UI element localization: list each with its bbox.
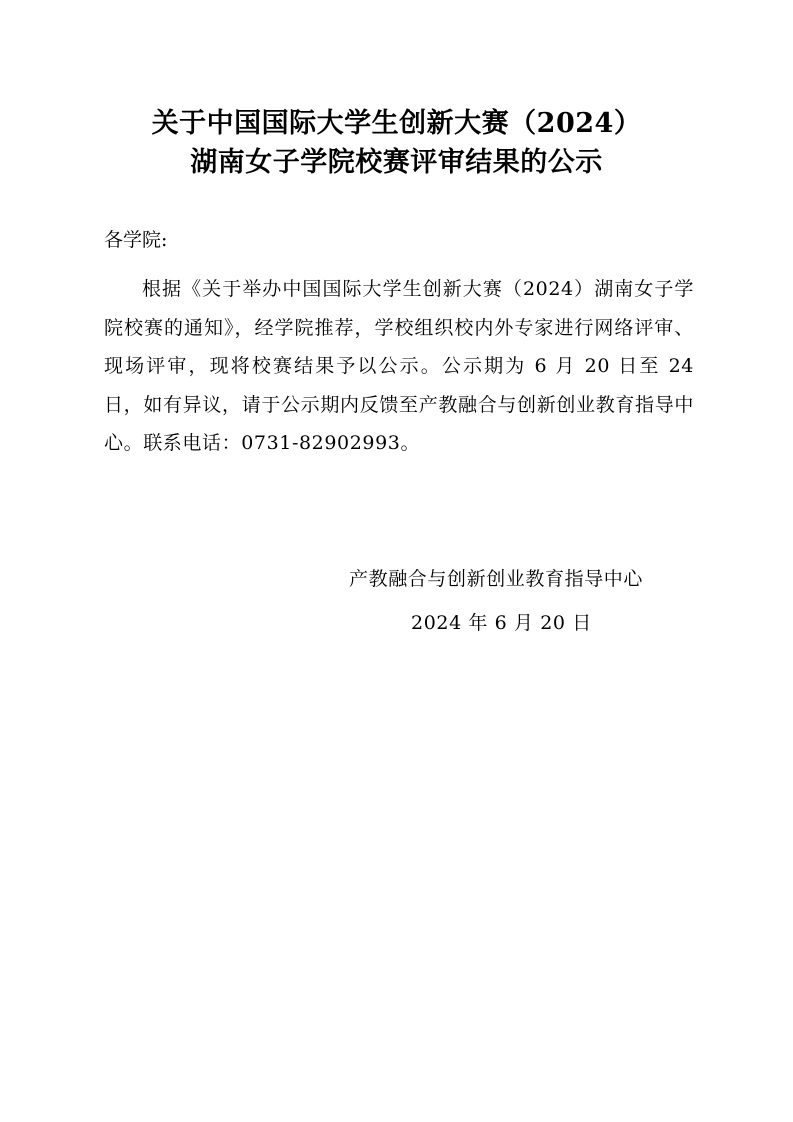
salutation: 各学院: [104,229,168,251]
body-paragraph: 根据《关于举办中国国际大学生创新大赛（2024）湖南女子学院校赛的通知》，经学院推荐，学校组织校内外专家进行网络评审、现场评审，现将校赛结果予以公示。公示期为 6 月 20 日至 24 日，如有异议，请于公示期内反馈至产教融合与创新创业教育指导中心。联系电话：0731-82902993。 [104,278,694,454]
document-title-line-1: 关于中国国际大学生创新大赛（2024） [151,108,642,139]
document-title-line-2: 湖南女子学院校赛评审结果的公示 [190,147,603,178]
signature-organization: 产教融合与创新创业教育指导中心 [349,568,644,590]
signature-date: 2024 年 6 月 20 日 [411,612,592,634]
